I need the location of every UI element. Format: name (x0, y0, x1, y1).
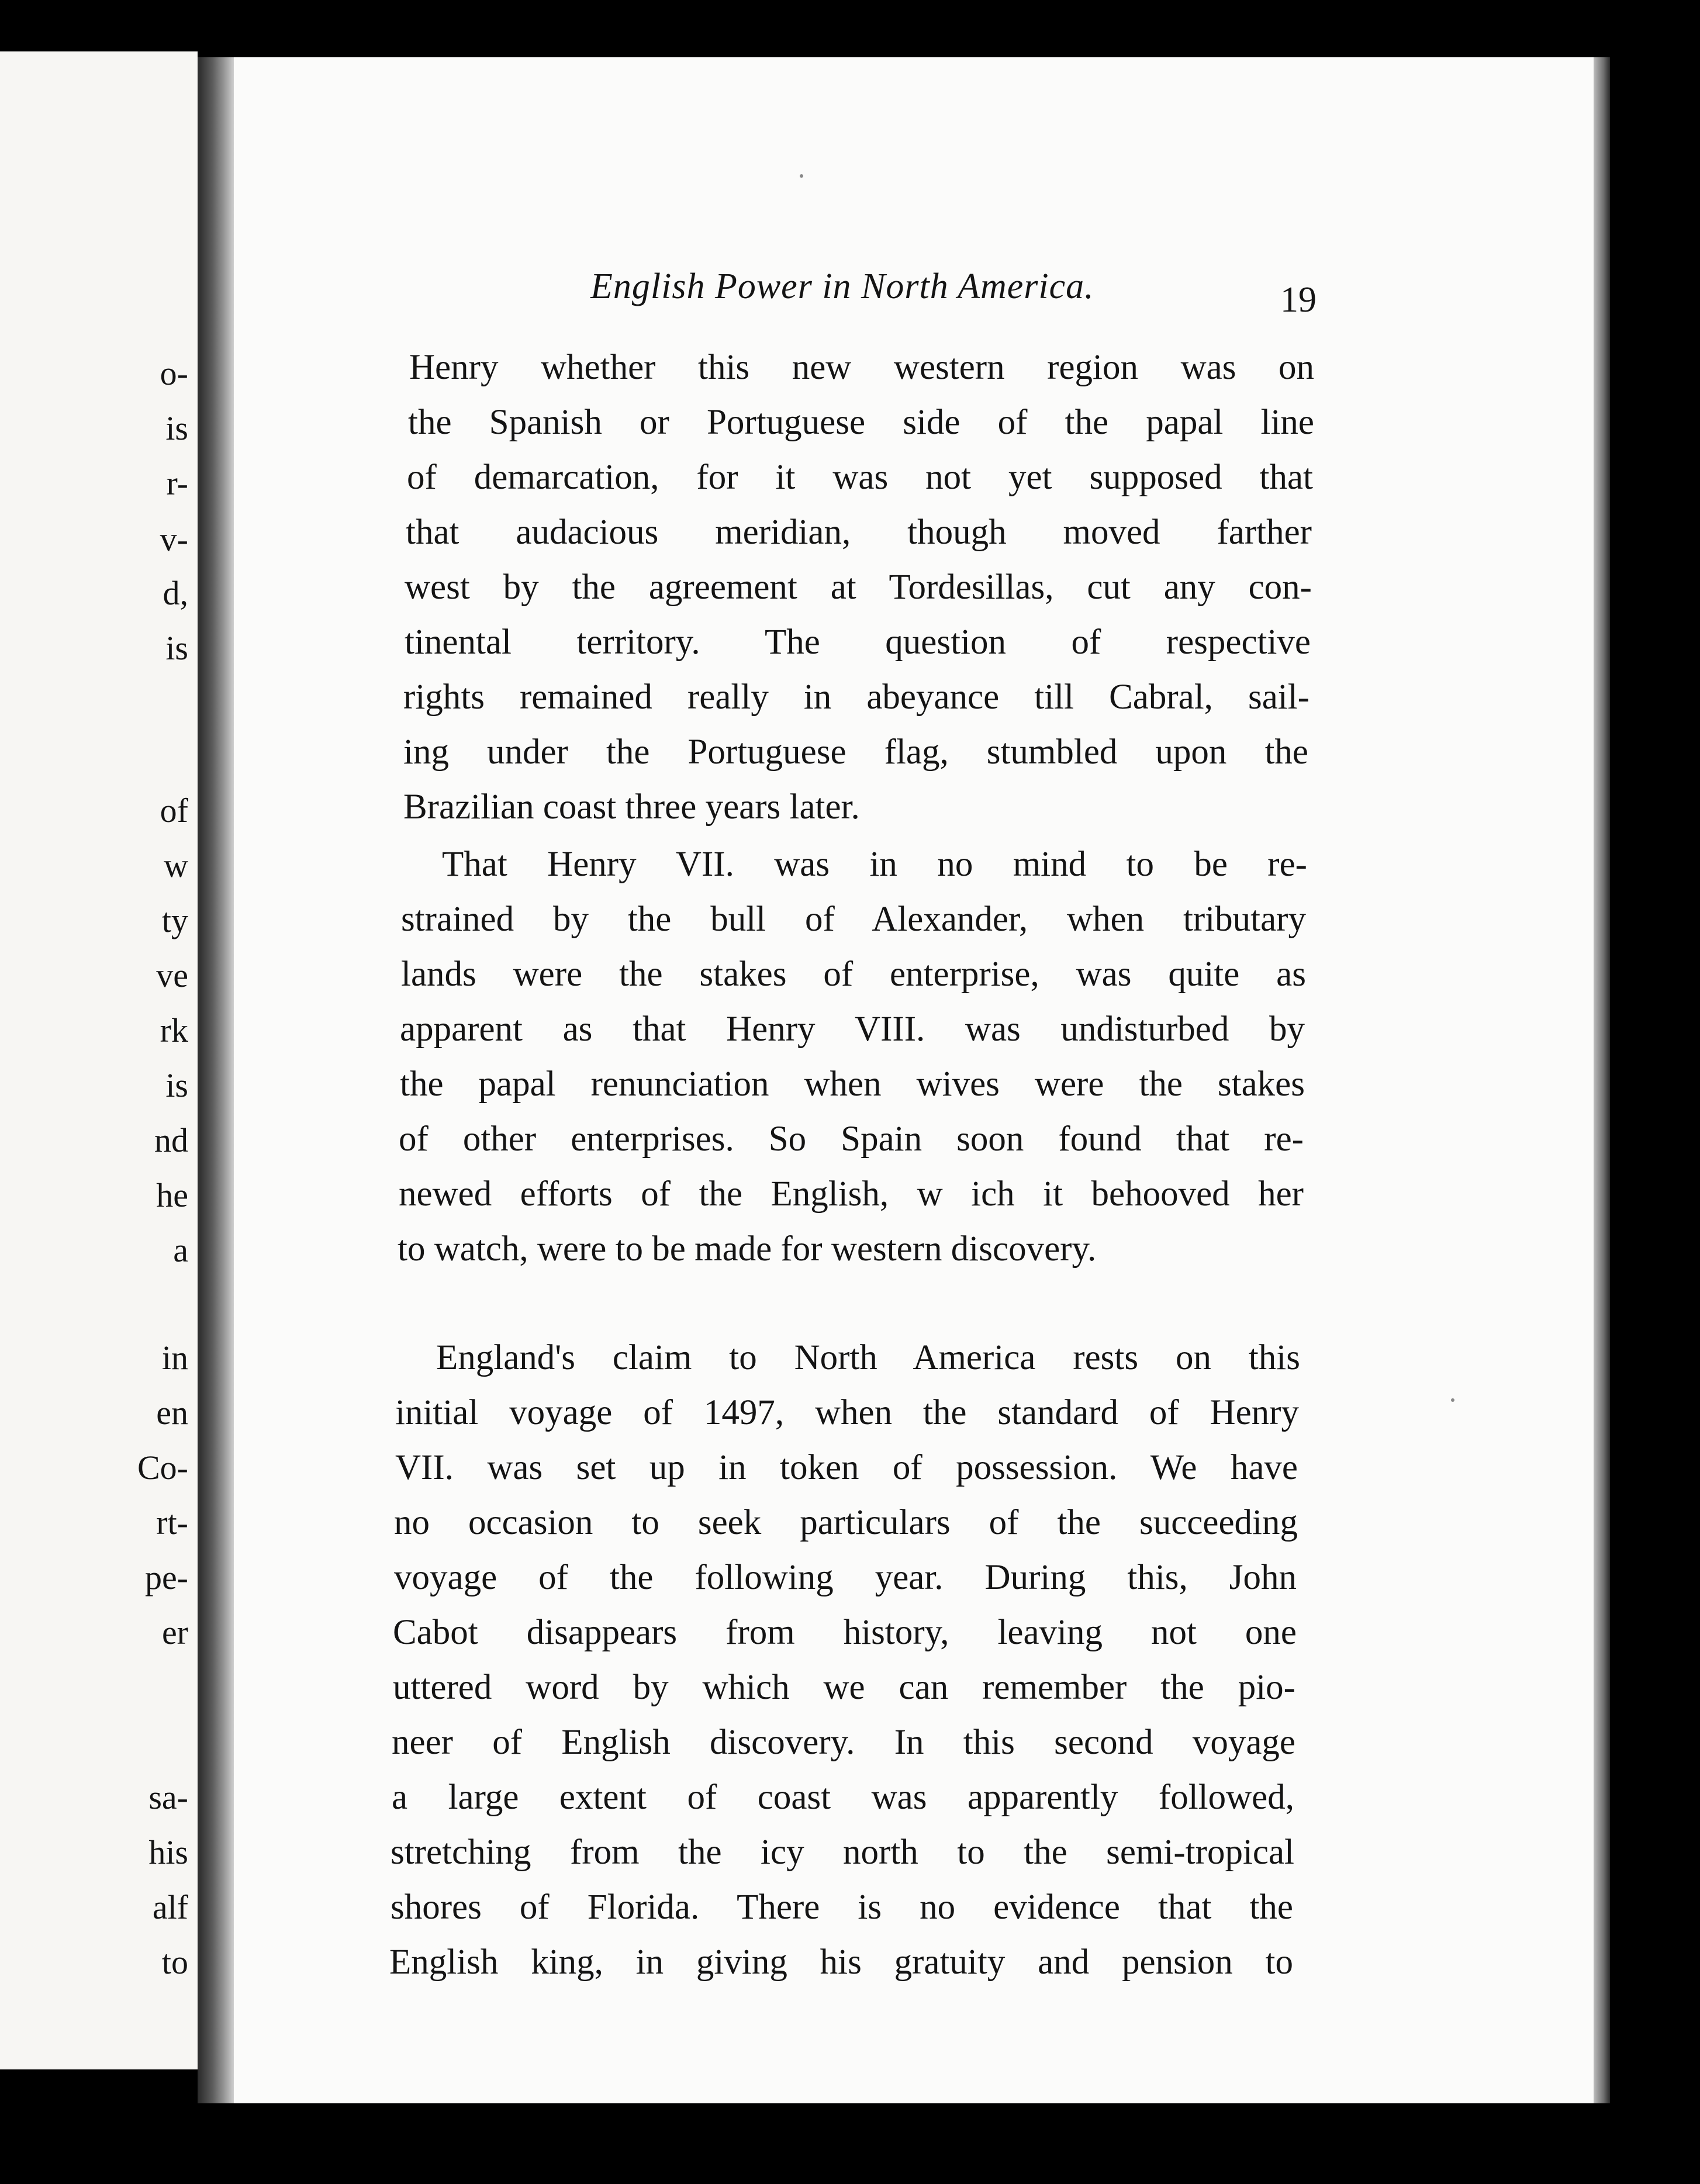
paper-speck (1451, 1398, 1454, 1402)
left-page-fragment: alf (152, 1888, 188, 1926)
text-line: tinental territory. The question of respective (405, 623, 1311, 662)
left-page-fragment: rt- (156, 1504, 188, 1542)
text-line: the Spanish or Portuguese side of the papal line (408, 403, 1314, 442)
running-head: English Power in North America. (590, 267, 1094, 306)
text-line: shores of Florida. There is no evidence that the (391, 1888, 1293, 1927)
text-line: English king, in giving his gratuity and pension to (389, 1943, 1293, 1982)
left-page-fragment: er (161, 1613, 188, 1651)
text-line: stretching from the icy north to the semi-tropical (391, 1833, 1294, 1872)
paper-speck (800, 174, 803, 178)
text-line: initial voyage of 1497, when the standard of Henry (395, 1393, 1299, 1432)
text-line: neer of English discovery. In this second voyage (392, 1723, 1295, 1762)
text-line: voyage of the following year. During this, John (394, 1558, 1297, 1597)
left-page-fragment: is (165, 1066, 188, 1104)
left-page-fragment: his (148, 1833, 188, 1871)
text-line: to watch, were to be made for western discovery. (398, 1229, 1097, 1269)
text-line: rights remained really in abeyance till Cabral, sail- (403, 678, 1309, 717)
text-line: Cabot disappears from history, leaving not one (393, 1613, 1297, 1652)
text-line: that audacious meridian, though moved farther (406, 513, 1312, 552)
left-page-fragment: sa- (148, 1778, 188, 1816)
text-line: apparent as that Henry VIII. was undisturbed by (400, 1010, 1305, 1049)
text-line: ing under the Portuguese flag, stumbled upon the (403, 732, 1308, 772)
left-page-fragment: is (165, 629, 188, 667)
left-page-fragment: v- (160, 520, 188, 558)
left-page-fragment: nd (154, 1121, 188, 1159)
left-page-fragment: to (161, 1943, 188, 1981)
left-page (0, 51, 198, 2069)
left-page-fragment: rk (160, 1011, 188, 1049)
text-line: newed efforts of the English, w ich it behooved her (399, 1174, 1304, 1214)
text-line: Henry whether this new western region was on (409, 348, 1314, 387)
text-line: VII. was set up in token of possession. We have (395, 1448, 1298, 1487)
text-line: uttered word by which we can remember the pio- (393, 1668, 1295, 1707)
text-line: England's claim to North America rests on this (436, 1338, 1300, 1377)
text-line: lands were the stakes of enterprise, was quite as (401, 955, 1306, 994)
left-page-fragment: of (160, 792, 188, 830)
left-page-fragment: he (156, 1176, 188, 1214)
text-line: no occasion to seek particulars of the succeeding (394, 1503, 1298, 1542)
left-page-fragment: a (173, 1231, 188, 1269)
left-page-fragment: in (161, 1339, 188, 1377)
text-line: west by the agreement at Tordesillas, cut any con- (405, 568, 1312, 607)
left-page-fragment: d, (163, 574, 188, 612)
text-line: a large extent of coast was apparently followed, (392, 1778, 1294, 1817)
text-line: strained by the bull of Alexander, when tributary (401, 900, 1306, 939)
text-line: That Henry VII. was in no mind to be re- (442, 845, 1307, 884)
book-spine-shadow (198, 57, 234, 2103)
left-page-fragment: r- (166, 464, 188, 502)
left-page-fragment: Co- (137, 1449, 188, 1487)
left-page-fragment: o- (160, 354, 188, 392)
left-page-fragment: w (164, 846, 188, 884)
left-page-fragment: ve (156, 956, 188, 994)
page-edge-shadow (1594, 57, 1610, 2103)
text-line: Brazilian coast three years later. (403, 787, 860, 827)
left-page-fragment: en (156, 1394, 188, 1432)
page-number: 19 (1280, 280, 1317, 320)
text-line: of other enterprises. So Spain soon found that re- (399, 1119, 1304, 1159)
left-page-fragment: pe- (144, 1558, 188, 1596)
text-line: the papal renunciation when wives were the stakes (400, 1065, 1305, 1104)
text-line: of demarcation, for it was not yet supposed that (407, 458, 1313, 497)
left-page-fragment: is (165, 409, 188, 447)
left-page-fragment: ty (161, 901, 188, 939)
